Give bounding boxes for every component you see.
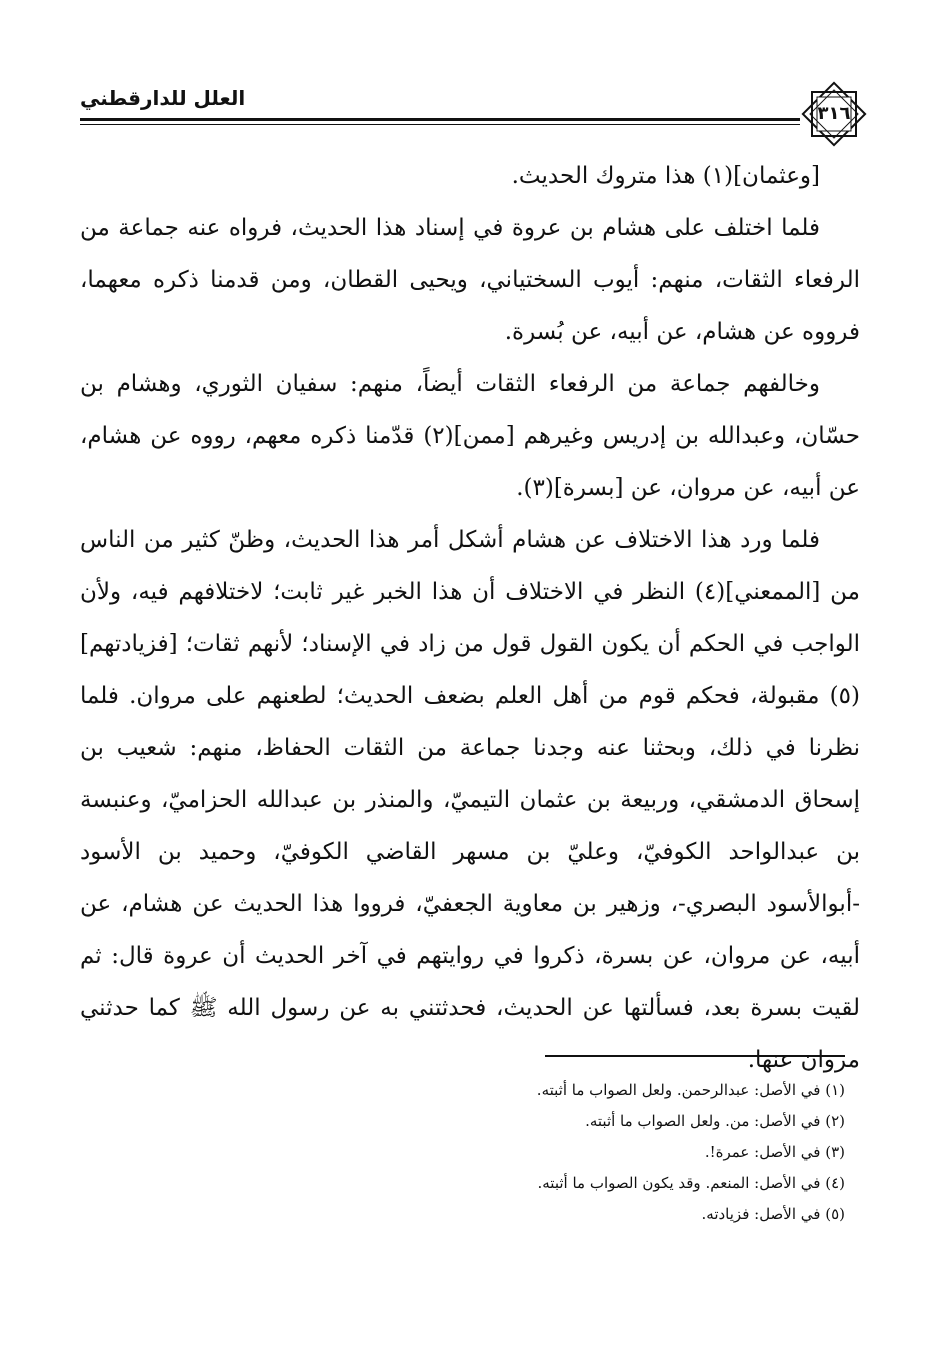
page-header [80,70,870,140]
paragraph: [وعثمان](١) هذا متروك الحديث. [511,163,820,189]
page-number: ٣١٦ [817,103,851,124]
running-title: العلل للدارقطني [80,86,246,110]
paragraph: وخالفهم جماعة من الرفعاء الثقات أيضاً، منهم: سفيان الثوري، وهشام بن حسّان، وعبدالله بن إدريس وغيرهم [ممن](٢) قدّمنا ذكره معهم، رووه عن هشام، عن أبيه، عن مروان، عن [بسرة](٣). [80,371,861,501]
footnote: (٢) في الأصل: من. ولعل الصواب ما أثبته. [585,1112,845,1130]
footnote: (٤) في الأصل: المنعم. وقد يكون الصواب ما أثبته. [537,1174,845,1192]
paragraph: فلما اختلف على هشام بن عروة في إسناد هذا الحديث، فرواه عنه جماعة من الرفعاء الثقات، منهم: أيوب السختياني، ويحيى القطان، ومن قدمنا ذكره معهما، فرووه عن هشام، عن أبيه، عن بُسرة. [80,215,860,345]
header-rule-thin [80,124,800,125]
footnotes [80,1075,845,1230]
footnote: (٥) في الأصل: فزيادته. [701,1205,845,1223]
main-text [80,150,860,1086]
paragraph: فلما ورد هذا الاختلاف عن هشام أشكل أمر هذا الحديث، وظنّ كثير من الناس من [الممعني](٤) النظر في الاختلاف أن هذا الخبر غير ثابت؛ لاختلافهم فيه، ولأن الواجب في الحكم أن يكون القول قول من زاد في الإسناد؛ لأنهم ثقات؛ [فزيادتهم](٥) مقبولة، فحكم قوم من أهل العلم بضعف الحديث؛ لطعنهم على مروان. فلما نظرنا في ذلك، وبحثنا عنه وجدنا جماعة من الثقات الحفاظ، منهم: شعيب بن إسحاق الدمشقي، وربيعة بن عثمان التيميّ، والمنذر بن عبدالله الحزاميّ، وعنبسة بن عبدالواحد الكوفيّ، وعليّ بن مسهر القاضي الكوفيّ، وحميد بن الأسود -أبوالأسود البصري-، وزهير بن معاوية الجعفيّ، فرووا هذا الحديث عن هشام، عن أبيه، عن مروان، عن بسرة، ذكروا في روايتهم في آخر الحديث أن عروة قال: ثم لقيت بسرة بعد، فسألتها عن الحديث، فحدثتني به عن رسول الله ﷺ كما حدثني مروان عنها. [80,527,860,1073]
footnote-separator [545,1055,845,1057]
page-number-badge [798,78,870,150]
header-rule [80,118,800,121]
footnote: (٣) في الأصل: عمرة!. [704,1143,845,1161]
footnote: (١) في الأصل: عبدالرحمن. ولعل الصواب ما أثبته. [536,1081,845,1099]
